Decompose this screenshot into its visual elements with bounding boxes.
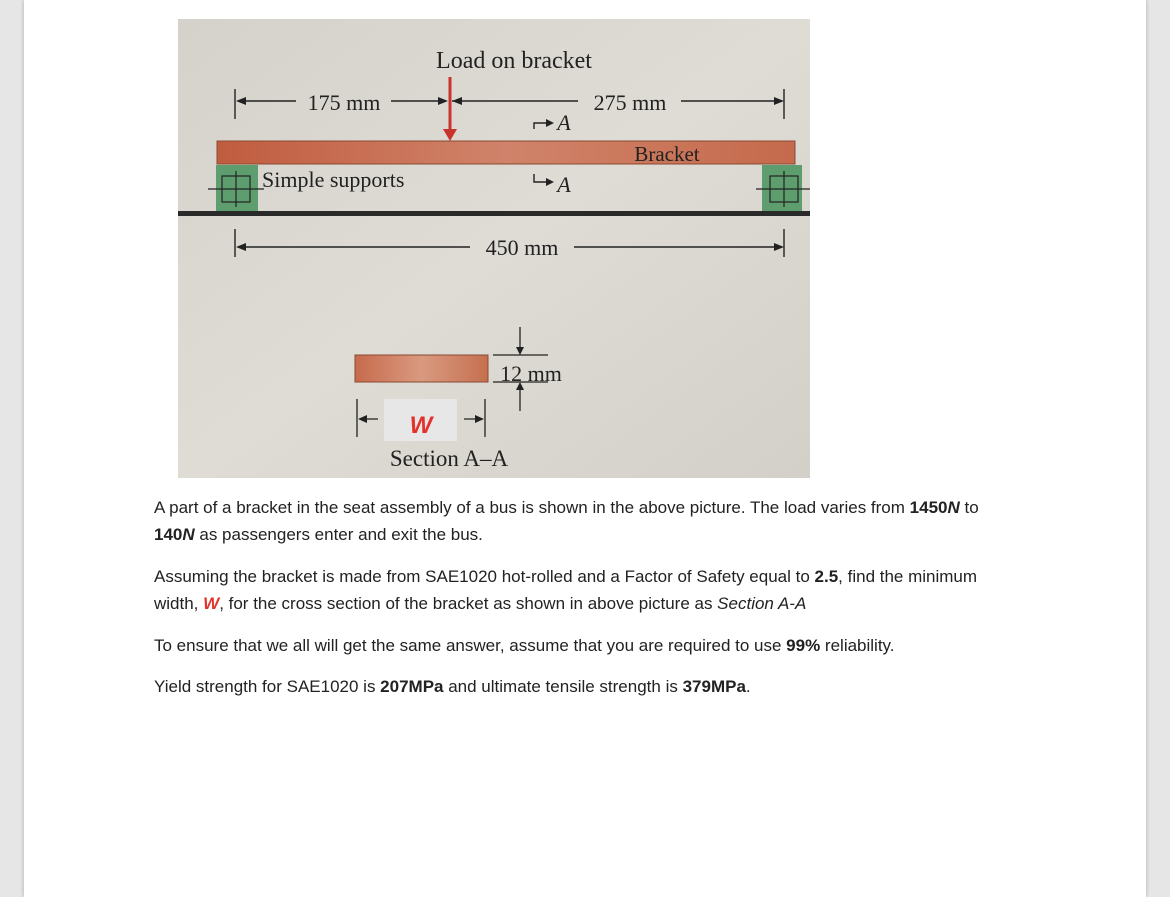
paragraph-reliability: To ensure that we all will get the same answer, assume that you are required to use 99% reliability.	[154, 636, 895, 655]
support-right	[756, 165, 810, 211]
paragraph-strength: Yield strength for SAE1020 is 207MPa and ultimate tensile strength is 379MPa.	[154, 677, 751, 696]
thickness-label: 12 mm	[500, 361, 562, 386]
bracket-figure	[178, 19, 810, 478]
section-caption: Section A–A	[389, 446, 509, 471]
problem-text	[154, 494, 1004, 715]
bracket-bar	[217, 141, 795, 164]
base-line	[178, 211, 810, 216]
paragraph-task: Assuming the bracket is made from SAE1020 hot-rolled and a Factor of Safety equal to 2.5, find the minimum width, W, for the cross section of the bracket as shown in above picture as Section A-A	[154, 567, 978, 613]
width-label: W	[409, 412, 433, 439]
support-left	[208, 165, 264, 211]
dim-right-label: 275 mm	[593, 90, 667, 115]
bracket-label: Bracket	[634, 142, 700, 166]
section-marker-bottom-label: A	[557, 172, 571, 197]
figure-title: Load on bracket	[436, 48, 592, 74]
section-marker-top-label: A	[557, 110, 571, 135]
dim-left-label: 175 mm	[307, 90, 381, 115]
paragraph-load: A part of a bracket in the seat assembly of a bus is shown in the above picture. The load varies from 1450N to 140N as passengers enter and exit the bus.	[154, 498, 979, 544]
dim-total-label: 450 mm	[485, 235, 559, 260]
cross-section-bar	[355, 355, 488, 382]
document-page	[24, 0, 1146, 897]
supports-label: Simple supports	[262, 167, 405, 192]
